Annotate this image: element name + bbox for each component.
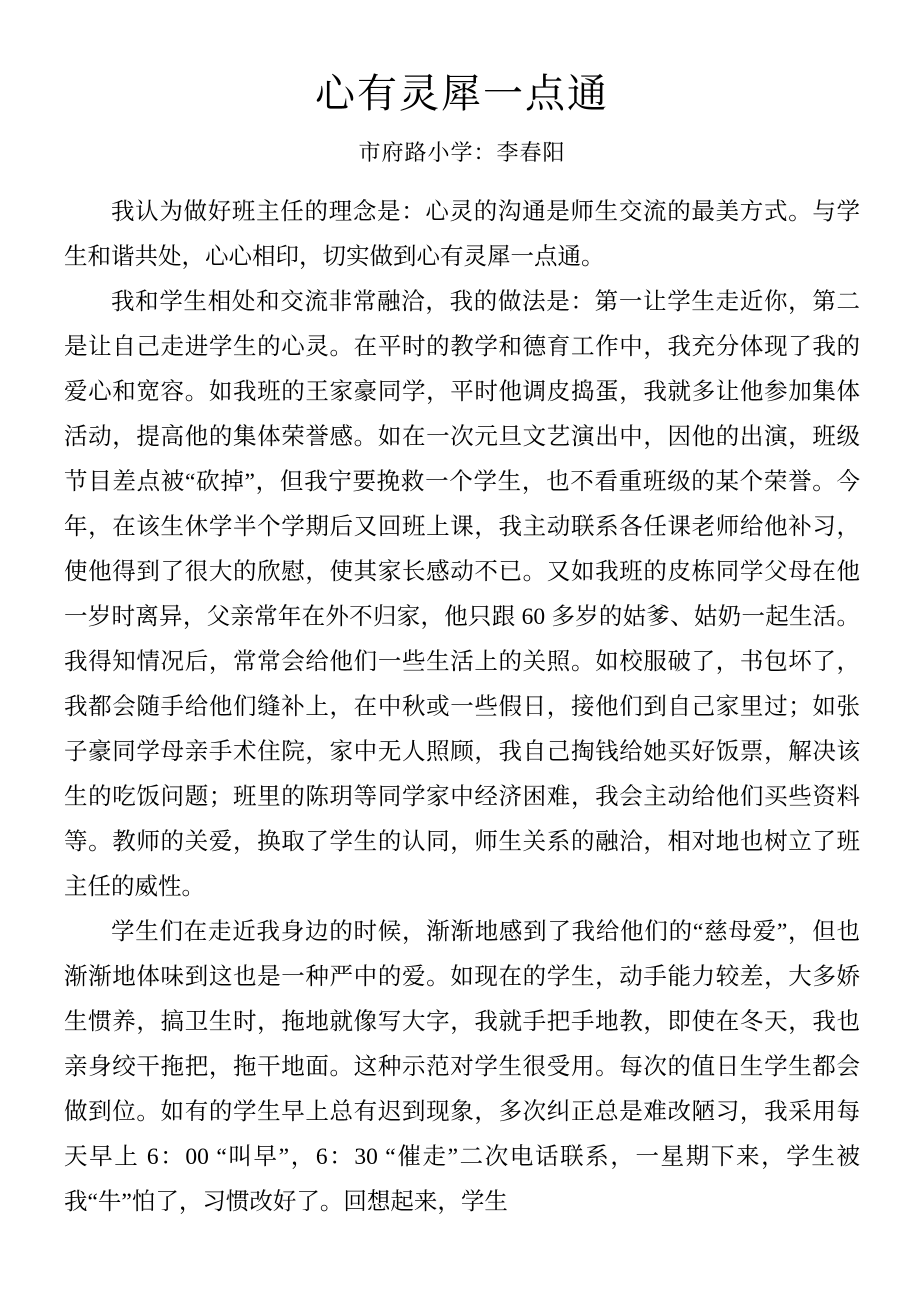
document-body	[64, 168, 860, 1225]
document-content	[64, 0, 860, 1225]
paragraph-2: 我和学生相处和交流非常融洽，我的做法是：第一让学生走近你，第二是让自己走进学生的心灵。在平时的教学和德育工作中，我充分体现了我的爱心和宽容。如我班的王家豪同学，平时他调皮捣蛋，我就多让他参加集体活动，提高他的集体荣誉感。如在一次元旦文艺演出中，因他的出演，班级节目差点被“砍掉”，但我宁要挽救一个学生，也不看重班级的某个荣誉。今年，在该生休学半个学期后又回班上课，我主动联系各任课老师给他补习，使他得到了很大的欣慰，使其家长感动不已。又如我班的皮栋同学父母在他一岁时离异，父亲常年在外不归家，他只跟 60 多岁的姑爹、姑奶一起生活。我得知情况后，常常会给他们一些生活上的关照。如校服破了，书包坏了，我都会随手给他们缝补上，在中秋或一些假日，接他们到自己家里过；如张子豪同学母亲手术住院，家中无人照顾，我自己掏钱给她买好饭票，解决该生的吃饭问题；班里的陈玥等同学家中经济困难，我会主动给他们买些资料等。教师的关爱，换取了学生的认同，师生关系的融洽，相对地也树立了班主任的威性。	[64, 289, 860, 900]
paragraph-3: 学生们在走近我身边的时候，渐渐地感到了我给他们的“慈母爱”，但也渐渐地体味到这也是一种严中的爱。如现在的学生，动手能力较差，大多娇生惯养，搞卫生时，拖地就像写大字，我就手把手地教，即使在冬天，我也亲身绞干拖把，拖干地面。这种示范对学生很受用。每次的值日生学生都会做到位。如有的学生早上总有迟到现象，多次纠正总是难改陋习，我采用每天早上 6：00 “叫早”，6：30 “催走”二次电话联系，一星期下来，学生被我“牛”怕了，习惯改好了。回想起来，学生	[64, 919, 860, 1215]
paragraph-1: 我认为做好班主任的理念是：心灵的沟通是师生交流的最美方式。与学生和谐共处，心心相印，切实做到心有灵犀一点通。	[64, 199, 860, 270]
document-title: 心有灵犀一点通	[315, 71, 609, 116]
document-byline: 市府路小学：李春阳	[358, 140, 566, 165]
